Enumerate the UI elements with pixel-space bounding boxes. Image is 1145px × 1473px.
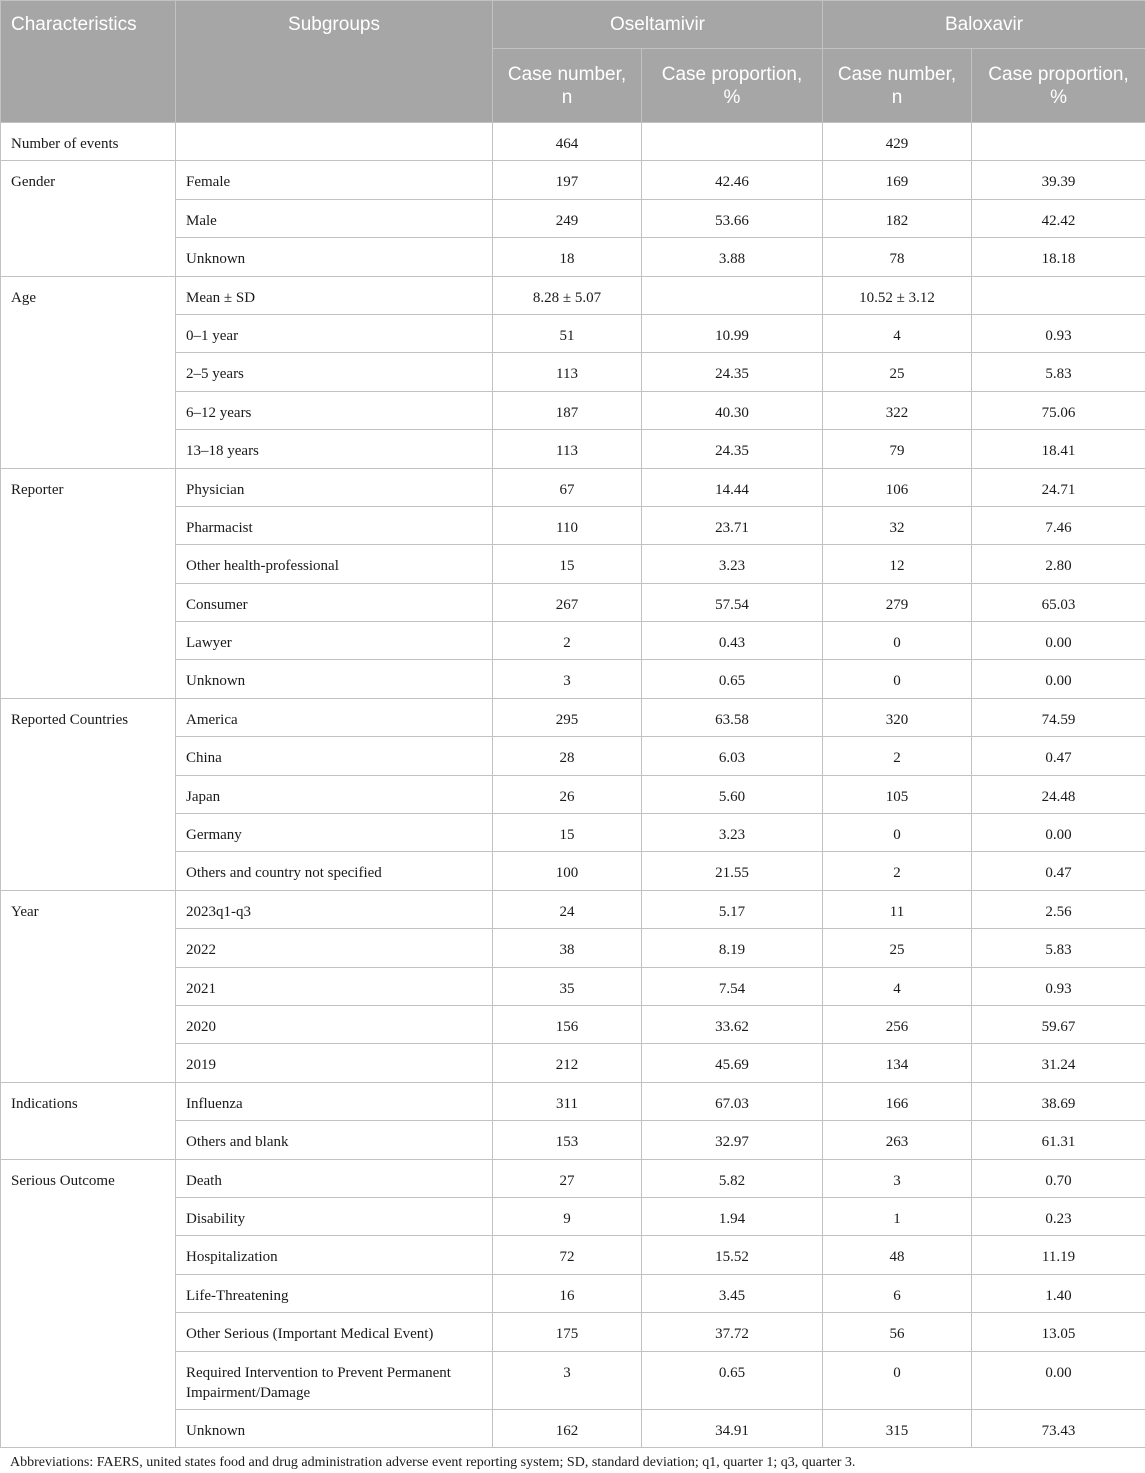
subgroup-cell: Required Intervention to Prevent Permanent Impairment/Damage bbox=[176, 1351, 493, 1409]
subgroup-cell: 2019 bbox=[176, 1044, 493, 1082]
oseltamivir-case-number-cell: 464 bbox=[493, 123, 642, 161]
header-oseltamivir: Oseltamivir bbox=[493, 1, 823, 49]
oseltamivir-case-proportion-cell: 7.54 bbox=[642, 967, 823, 1005]
baloxavir-case-proportion-cell: 61.31 bbox=[972, 1121, 1145, 1159]
table-row bbox=[1, 890, 1145, 928]
oseltamivir-case-proportion-cell: 21.55 bbox=[642, 852, 823, 890]
oseltamivir-case-number-cell: 72 bbox=[493, 1236, 642, 1274]
baloxavir-case-proportion-cell: 31.24 bbox=[972, 1044, 1145, 1082]
oseltamivir-case-proportion-cell: 45.69 bbox=[642, 1044, 823, 1082]
baloxavir-case-number-cell: 25 bbox=[823, 353, 972, 391]
oseltamivir-case-number-cell: 15 bbox=[493, 814, 642, 852]
baloxavir-case-number-cell: 279 bbox=[823, 583, 972, 621]
oseltamivir-case-proportion-cell: 53.66 bbox=[642, 199, 823, 237]
oseltamivir-case-number-cell: 110 bbox=[493, 506, 642, 544]
oseltamivir-case-proportion-cell bbox=[642, 123, 823, 161]
oseltamivir-case-number-cell: 26 bbox=[493, 775, 642, 813]
baloxavir-case-number-cell: 429 bbox=[823, 123, 972, 161]
subgroup-cell: 2023q1-q3 bbox=[176, 890, 493, 928]
baloxavir-case-number-cell: 0 bbox=[823, 660, 972, 698]
oseltamivir-case-proportion-cell: 0.65 bbox=[642, 660, 823, 698]
oseltamivir-case-proportion-cell: 40.30 bbox=[642, 391, 823, 429]
baloxavir-case-proportion-cell: 5.83 bbox=[972, 929, 1145, 967]
subgroup-cell: China bbox=[176, 737, 493, 775]
baloxavir-case-proportion-cell: 0.00 bbox=[972, 814, 1145, 852]
oseltamivir-case-number-cell: 3 bbox=[493, 660, 642, 698]
oseltamivir-case-number-cell: 267 bbox=[493, 583, 642, 621]
baloxavir-case-proportion-cell: 0.00 bbox=[972, 660, 1145, 698]
subgroup-cell: Other health-professional bbox=[176, 545, 493, 583]
header-oseltamivir-case-number: Case number, n bbox=[493, 49, 642, 123]
baloxavir-case-number-cell: 6 bbox=[823, 1274, 972, 1312]
abbreviations-footnote: Abbreviations: FAERS, united states food and drug administration adverse event reporting system; SD, standard deviation; q1, quarter 1; q3, quarter 3. bbox=[10, 1455, 856, 1470]
table-body bbox=[1, 123, 1145, 1448]
baloxavir-case-proportion-cell: 0.93 bbox=[972, 314, 1145, 352]
oseltamivir-case-number-cell: 35 bbox=[493, 967, 642, 1005]
subgroup-cell: Others and country not specified bbox=[176, 852, 493, 890]
subgroup-cell: Pharmacist bbox=[176, 506, 493, 544]
oseltamivir-case-proportion-cell: 3.88 bbox=[642, 238, 823, 276]
oseltamivir-case-number-cell: 28 bbox=[493, 737, 642, 775]
baloxavir-case-number-cell: 32 bbox=[823, 506, 972, 544]
oseltamivir-case-number-cell: 100 bbox=[493, 852, 642, 890]
subgroup-cell: 2020 bbox=[176, 1005, 493, 1043]
baloxavir-case-number-cell: 56 bbox=[823, 1313, 972, 1351]
oseltamivir-case-number-cell: 15 bbox=[493, 545, 642, 583]
group-label: Age bbox=[1, 276, 176, 468]
subgroup-cell: Mean ± SD bbox=[176, 276, 493, 314]
baloxavir-case-number-cell: 166 bbox=[823, 1082, 972, 1120]
baloxavir-case-proportion-cell: 0.23 bbox=[972, 1197, 1145, 1235]
subgroup-cell: Other Serious (Important Medical Event) bbox=[176, 1313, 493, 1351]
oseltamivir-case-proportion-cell: 1.94 bbox=[642, 1197, 823, 1235]
group-label: Serious Outcome bbox=[1, 1159, 176, 1447]
oseltamivir-case-proportion-cell: 57.54 bbox=[642, 583, 823, 621]
oseltamivir-case-number-cell: 16 bbox=[493, 1274, 642, 1312]
subgroup-cell bbox=[176, 123, 493, 161]
oseltamivir-case-number-cell: 311 bbox=[493, 1082, 642, 1120]
baloxavir-case-proportion-cell: 65.03 bbox=[972, 583, 1145, 621]
oseltamivir-case-proportion-cell: 33.62 bbox=[642, 1005, 823, 1043]
baloxavir-case-proportion-cell: 1.40 bbox=[972, 1274, 1145, 1312]
oseltamivir-case-number-cell: 18 bbox=[493, 238, 642, 276]
oseltamivir-case-proportion-cell: 0.65 bbox=[642, 1351, 823, 1409]
header-baloxavir-case-proportion: Case proportion, % bbox=[972, 49, 1145, 123]
oseltamivir-case-proportion-cell: 34.91 bbox=[642, 1409, 823, 1447]
baloxavir-case-number-cell: 11 bbox=[823, 890, 972, 928]
oseltamivir-case-proportion-cell: 5.82 bbox=[642, 1159, 823, 1197]
subgroup-cell: 2–5 years bbox=[176, 353, 493, 391]
header-baloxavir-case-number: Case number, n bbox=[823, 49, 972, 123]
oseltamivir-case-number-cell: 295 bbox=[493, 698, 642, 736]
subgroup-cell: Unknown bbox=[176, 660, 493, 698]
baloxavir-case-proportion-cell: 13.05 bbox=[972, 1313, 1145, 1351]
oseltamivir-case-proportion-cell: 3.45 bbox=[642, 1274, 823, 1312]
group-label: Number of events bbox=[1, 123, 176, 161]
subgroup-cell: Female bbox=[176, 161, 493, 199]
baloxavir-case-proportion-cell: 39.39 bbox=[972, 161, 1145, 199]
baloxavir-case-proportion-cell: 2.56 bbox=[972, 890, 1145, 928]
oseltamivir-case-number-cell: 175 bbox=[493, 1313, 642, 1351]
oseltamivir-case-number-cell: 113 bbox=[493, 353, 642, 391]
subgroup-cell: Male bbox=[176, 199, 493, 237]
baloxavir-case-number-cell: 1 bbox=[823, 1197, 972, 1235]
baloxavir-case-number-cell: 169 bbox=[823, 161, 972, 199]
baloxavir-case-proportion-cell: 75.06 bbox=[972, 391, 1145, 429]
oseltamivir-case-number-cell: 153 bbox=[493, 1121, 642, 1159]
oseltamivir-case-number-cell: 187 bbox=[493, 391, 642, 429]
oseltamivir-case-proportion-cell: 24.35 bbox=[642, 353, 823, 391]
oseltamivir-case-proportion-cell: 3.23 bbox=[642, 545, 823, 583]
baloxavir-case-proportion-cell: 74.59 bbox=[972, 698, 1145, 736]
baloxavir-case-proportion-cell bbox=[972, 123, 1145, 161]
baloxavir-case-proportion-cell: 0.47 bbox=[972, 737, 1145, 775]
subgroup-cell: Hospitalization bbox=[176, 1236, 493, 1274]
table-row bbox=[1, 1082, 1145, 1120]
baloxavir-case-proportion-cell: 38.69 bbox=[972, 1082, 1145, 1120]
subgroup-cell: Influenza bbox=[176, 1082, 493, 1120]
baloxavir-case-number-cell: 2 bbox=[823, 737, 972, 775]
oseltamivir-case-proportion-cell: 0.43 bbox=[642, 622, 823, 660]
oseltamivir-case-number-cell: 38 bbox=[493, 929, 642, 967]
baloxavir-case-proportion-cell: 24.71 bbox=[972, 468, 1145, 506]
baloxavir-case-number-cell: 78 bbox=[823, 238, 972, 276]
oseltamivir-case-number-cell: 113 bbox=[493, 430, 642, 468]
baloxavir-case-number-cell: 12 bbox=[823, 545, 972, 583]
oseltamivir-case-proportion-cell: 8.19 bbox=[642, 929, 823, 967]
oseltamivir-case-proportion-cell: 32.97 bbox=[642, 1121, 823, 1159]
oseltamivir-case-proportion-cell: 37.72 bbox=[642, 1313, 823, 1351]
group-label: Gender bbox=[1, 161, 176, 276]
oseltamivir-case-number-cell: 162 bbox=[493, 1409, 642, 1447]
baloxavir-case-number-cell: 315 bbox=[823, 1409, 972, 1447]
baloxavir-case-number-cell: 4 bbox=[823, 314, 972, 352]
baloxavir-case-proportion-cell: 0.00 bbox=[972, 622, 1145, 660]
subgroup-cell: 2022 bbox=[176, 929, 493, 967]
baloxavir-case-number-cell: 256 bbox=[823, 1005, 972, 1043]
oseltamivir-case-proportion-cell: 6.03 bbox=[642, 737, 823, 775]
oseltamivir-case-proportion-cell: 10.99 bbox=[642, 314, 823, 352]
baloxavir-case-proportion-cell: 2.80 bbox=[972, 545, 1145, 583]
group-label: Year bbox=[1, 890, 176, 1082]
baloxavir-case-number-cell: 48 bbox=[823, 1236, 972, 1274]
group-label: Reported Countries bbox=[1, 698, 176, 890]
table-row bbox=[1, 468, 1145, 506]
baloxavir-case-number-cell: 106 bbox=[823, 468, 972, 506]
baloxavir-case-proportion-cell: 0.47 bbox=[972, 852, 1145, 890]
subgroup-cell: America bbox=[176, 698, 493, 736]
oseltamivir-case-number-cell: 156 bbox=[493, 1005, 642, 1043]
subgroup-cell: Death bbox=[176, 1159, 493, 1197]
oseltamivir-case-number-cell: 2 bbox=[493, 622, 642, 660]
baloxavir-case-number-cell: 0 bbox=[823, 814, 972, 852]
baloxavir-case-number-cell: 105 bbox=[823, 775, 972, 813]
baloxavir-case-number-cell: 4 bbox=[823, 967, 972, 1005]
baloxavir-case-number-cell: 3 bbox=[823, 1159, 972, 1197]
baloxavir-case-number-cell: 79 bbox=[823, 430, 972, 468]
baloxavir-case-proportion-cell: 0.93 bbox=[972, 967, 1145, 1005]
baloxavir-case-proportion-cell: 42.42 bbox=[972, 199, 1145, 237]
table-row bbox=[1, 1159, 1145, 1197]
subgroup-cell: Japan bbox=[176, 775, 493, 813]
baloxavir-case-number-cell: 2 bbox=[823, 852, 972, 890]
table-row bbox=[1, 123, 1145, 161]
subgroup-cell: 6–12 years bbox=[176, 391, 493, 429]
baloxavir-case-proportion-cell bbox=[972, 276, 1145, 314]
subgroup-cell: 0–1 year bbox=[176, 314, 493, 352]
oseltamivir-case-proportion-cell: 5.17 bbox=[642, 890, 823, 928]
subgroup-cell: Life-Threatening bbox=[176, 1274, 493, 1312]
header-oseltamivir-case-proportion: Case proportion, % bbox=[642, 49, 823, 123]
subgroup-cell: Unknown bbox=[176, 1409, 493, 1447]
oseltamivir-case-proportion-cell: 63.58 bbox=[642, 698, 823, 736]
subgroup-cell: 13–18 years bbox=[176, 430, 493, 468]
group-label: Indications bbox=[1, 1082, 176, 1159]
subgroup-cell: 2021 bbox=[176, 967, 493, 1005]
oseltamivir-case-number-cell: 27 bbox=[493, 1159, 642, 1197]
oseltamivir-case-proportion-cell: 5.60 bbox=[642, 775, 823, 813]
baloxavir-case-proportion-cell: 7.46 bbox=[972, 506, 1145, 544]
oseltamivir-case-proportion-cell: 42.46 bbox=[642, 161, 823, 199]
baloxavir-case-number-cell: 10.52 ± 3.12 bbox=[823, 276, 972, 314]
oseltamivir-case-proportion-cell: 14.44 bbox=[642, 468, 823, 506]
table-row bbox=[1, 161, 1145, 199]
baloxavir-case-proportion-cell: 18.18 bbox=[972, 238, 1145, 276]
baloxavir-case-proportion-cell: 59.67 bbox=[972, 1005, 1145, 1043]
header-subgroups: Subgroups bbox=[176, 1, 493, 123]
baloxavir-case-number-cell: 322 bbox=[823, 391, 972, 429]
oseltamivir-case-number-cell: 3 bbox=[493, 1351, 642, 1409]
subgroup-cell: Consumer bbox=[176, 583, 493, 621]
oseltamivir-case-number-cell: 51 bbox=[493, 314, 642, 352]
baloxavir-case-proportion-cell: 0.70 bbox=[972, 1159, 1145, 1197]
baloxavir-case-proportion-cell: 24.48 bbox=[972, 775, 1145, 813]
header-baloxavir: Baloxavir bbox=[823, 1, 1145, 49]
oseltamivir-case-number-cell: 197 bbox=[493, 161, 642, 199]
table-row bbox=[1, 698, 1145, 736]
baloxavir-case-proportion-cell: 11.19 bbox=[972, 1236, 1145, 1274]
oseltamivir-case-proportion-cell: 23.71 bbox=[642, 506, 823, 544]
subgroup-cell: Lawyer bbox=[176, 622, 493, 660]
baloxavir-case-number-cell: 0 bbox=[823, 622, 972, 660]
baloxavir-case-number-cell: 263 bbox=[823, 1121, 972, 1159]
oseltamivir-case-number-cell: 24 bbox=[493, 890, 642, 928]
subgroup-cell: Germany bbox=[176, 814, 493, 852]
baloxavir-case-number-cell: 134 bbox=[823, 1044, 972, 1082]
oseltamivir-case-number-cell: 9 bbox=[493, 1197, 642, 1235]
oseltamivir-case-number-cell: 249 bbox=[493, 199, 642, 237]
oseltamivir-case-proportion-cell: 24.35 bbox=[642, 430, 823, 468]
header-characteristics: Characteristics bbox=[1, 1, 176, 123]
oseltamivir-case-proportion-cell bbox=[642, 276, 823, 314]
subgroup-cell: Physician bbox=[176, 468, 493, 506]
oseltamivir-case-proportion-cell: 15.52 bbox=[642, 1236, 823, 1274]
baloxavir-case-proportion-cell: 73.43 bbox=[972, 1409, 1145, 1447]
baloxavir-case-proportion-cell: 0.00 bbox=[972, 1351, 1145, 1409]
baloxavir-case-proportion-cell: 18.41 bbox=[972, 430, 1145, 468]
table-row bbox=[1, 276, 1145, 314]
oseltamivir-case-number-cell: 212 bbox=[493, 1044, 642, 1082]
oseltamivir-case-proportion-cell: 67.03 bbox=[642, 1082, 823, 1120]
subgroup-cell: Disability bbox=[176, 1197, 493, 1235]
oseltamivir-case-number-cell: 8.28 ± 5.07 bbox=[493, 276, 642, 314]
baloxavir-case-number-cell: 320 bbox=[823, 698, 972, 736]
group-label: Reporter bbox=[1, 468, 176, 698]
baloxavir-case-number-cell: 25 bbox=[823, 929, 972, 967]
oseltamivir-case-number-cell: 67 bbox=[493, 468, 642, 506]
baloxavir-case-number-cell: 182 bbox=[823, 199, 972, 237]
oseltamivir-case-proportion-cell: 3.23 bbox=[642, 814, 823, 852]
subgroup-cell: Unknown bbox=[176, 238, 493, 276]
baloxavir-case-number-cell: 0 bbox=[823, 1351, 972, 1409]
subgroup-cell: Others and blank bbox=[176, 1121, 493, 1159]
baloxavir-case-proportion-cell: 5.83 bbox=[972, 353, 1145, 391]
